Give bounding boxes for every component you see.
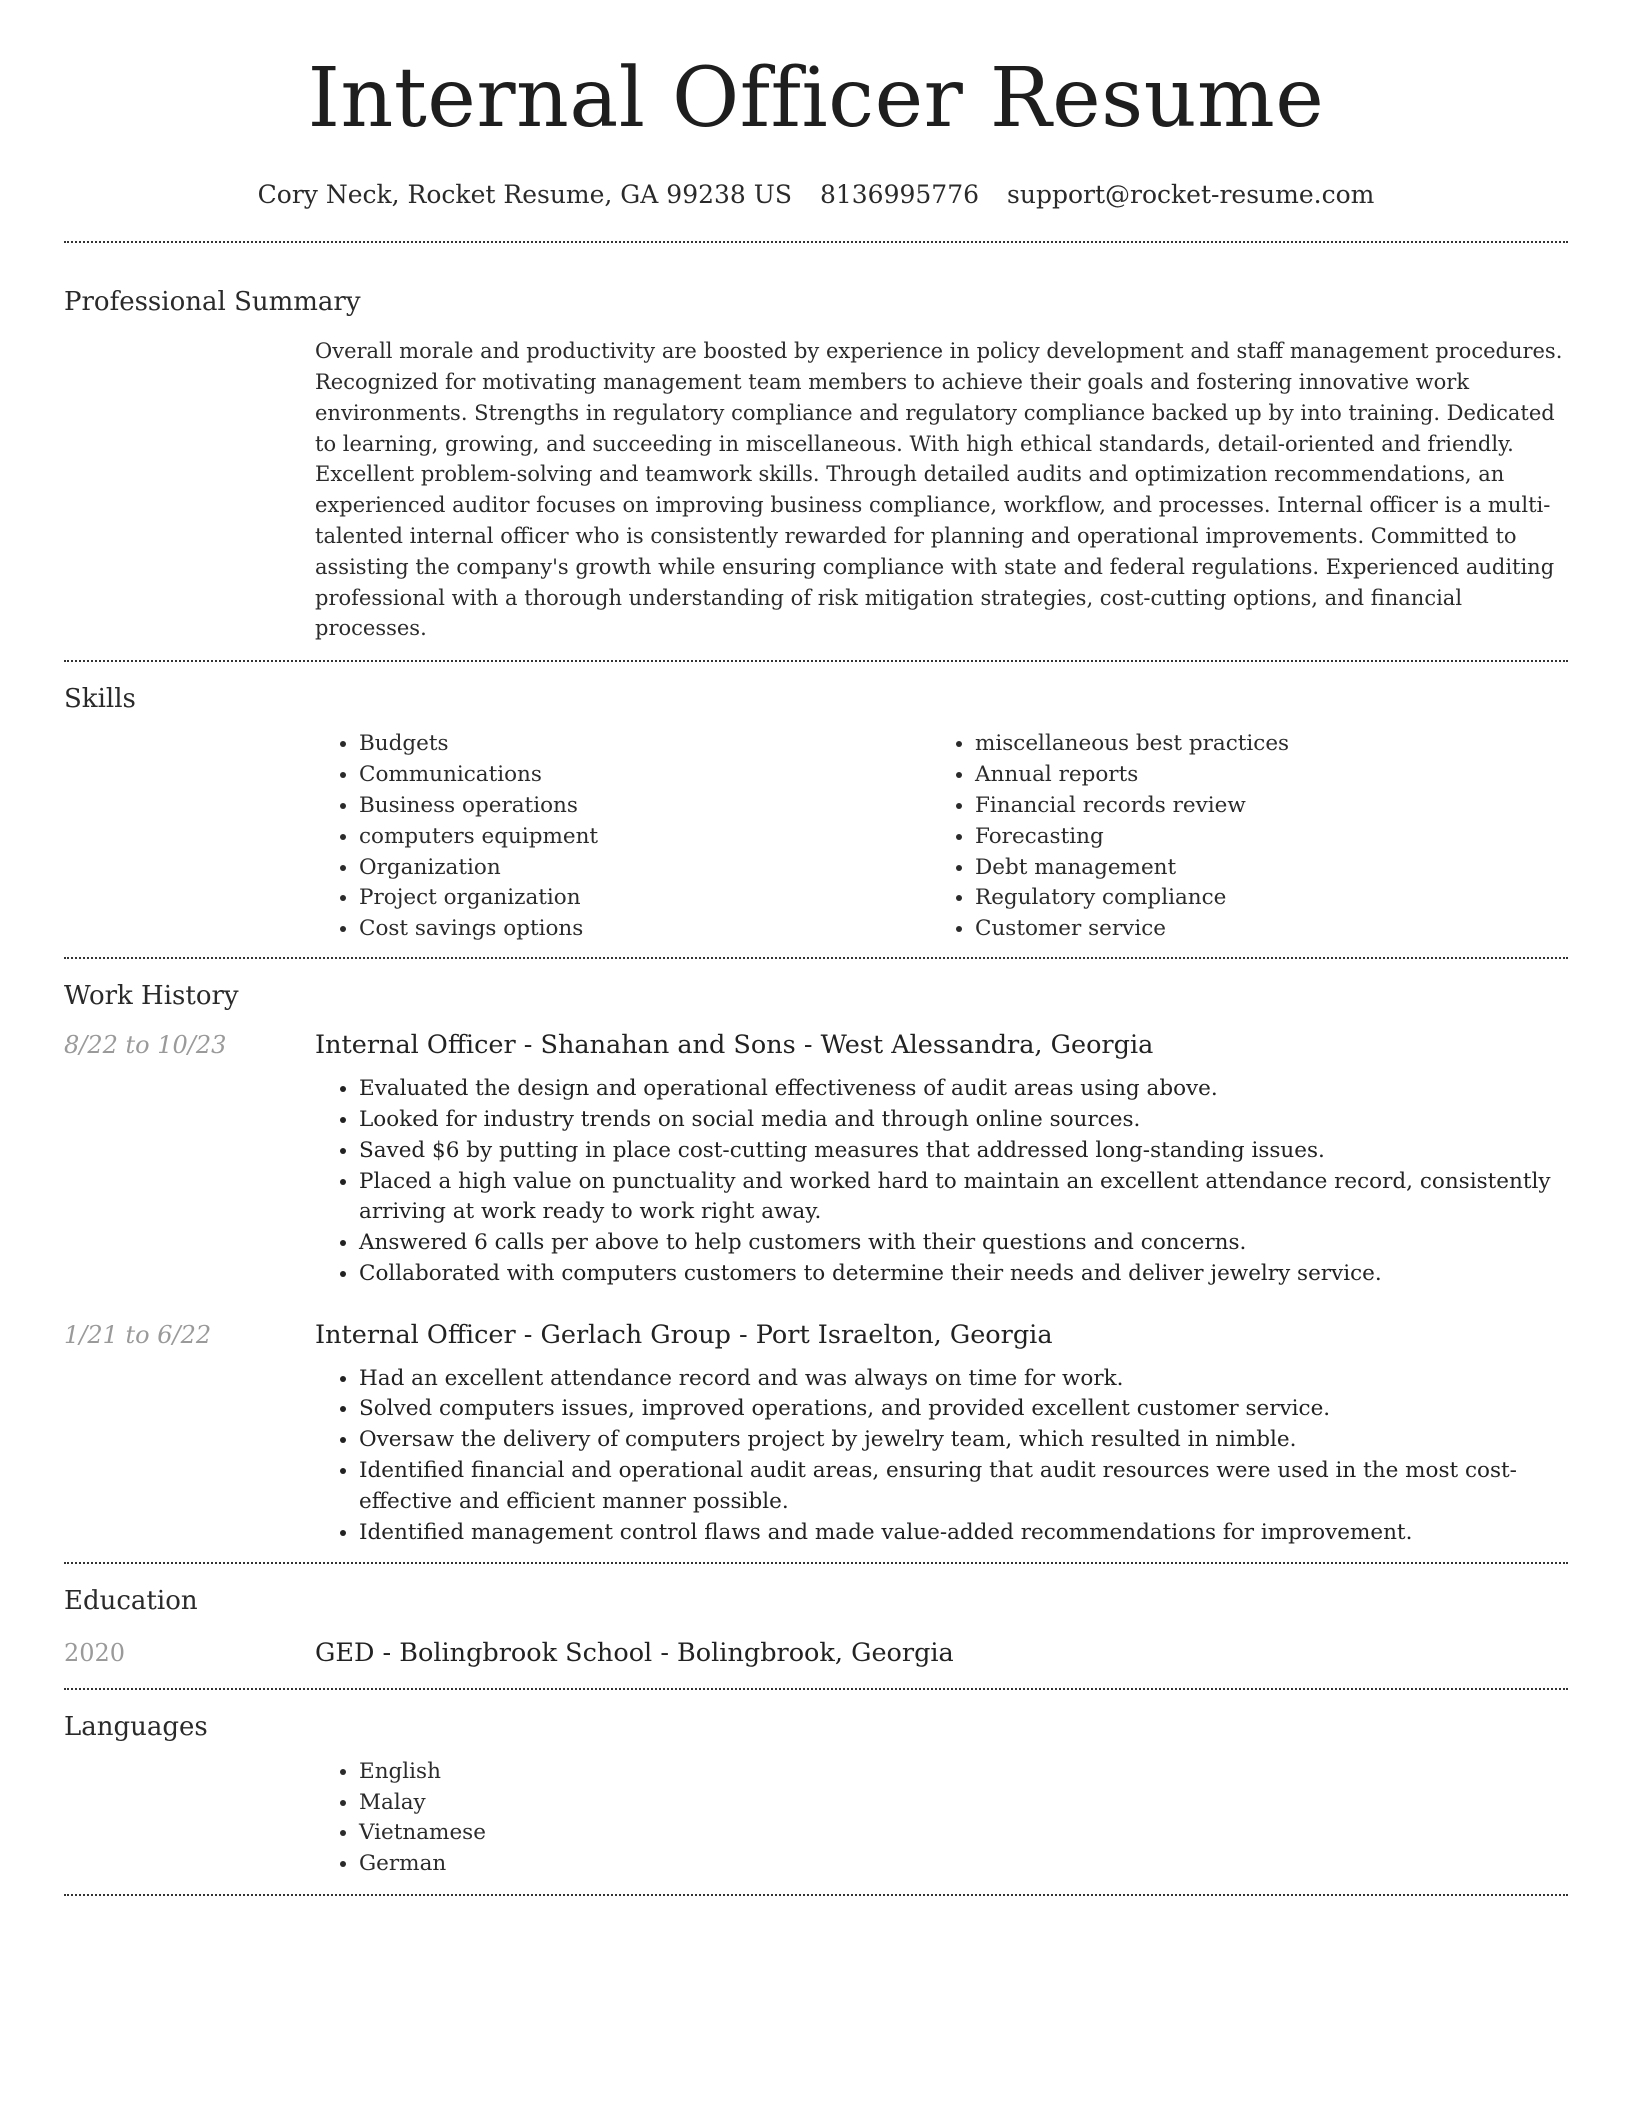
job-bullets xyxy=(315,1364,1568,1549)
language-item: • Malay xyxy=(359,1788,1568,1819)
skill-item: • Project organization xyxy=(359,883,931,914)
job-bullet: • Oversaw the delivery of computers project by jewelry team, which resulted in nimble. xyxy=(359,1425,1568,1456)
language-item: • English xyxy=(359,1757,1568,1788)
work-history-section xyxy=(64,959,1568,1563)
education-year: 2020 xyxy=(64,1638,126,1667)
skill-item: • Forecasting xyxy=(975,822,1547,853)
skill-item: • Budgets xyxy=(359,729,931,760)
job-bullet: • Looked for industry trends on social media and through online sources. xyxy=(359,1105,1568,1136)
skill-item: • Cost savings options xyxy=(359,914,931,945)
job-bullet: • Identified financial and operational audit areas, ensuring that audit resources were used in the most cost-effective and efficient manner possible. xyxy=(359,1456,1568,1518)
skills-column-right xyxy=(931,729,1547,945)
job-bullet: • Collaborated with computers customers to determine their needs and deliver jewelry service. xyxy=(359,1259,1568,1290)
skill-item: • Regulatory compliance xyxy=(975,883,1547,914)
skills-section xyxy=(64,662,1568,957)
skill-item: • Customer service xyxy=(975,914,1547,945)
job-title: Internal Officer - Shanahan and Sons - West Alessandra, Georgia xyxy=(315,1030,1154,1061)
job-bullet: • Had an excellent attendance record and was always on time for work. xyxy=(359,1364,1568,1395)
job-entry xyxy=(64,1030,1568,1290)
job-bullet: • Solved computers issues, improved operations, and provided excellent customer service. xyxy=(359,1394,1568,1425)
languages-heading: Languages xyxy=(64,1711,208,1742)
language-item: • Vietnamese xyxy=(359,1818,1568,1849)
skill-item: • Financial records review xyxy=(975,791,1547,822)
job-bullet: • Identified management control flaws and made value-added recommendations for improvement. xyxy=(359,1518,1568,1549)
contact-phone: 8136995776 xyxy=(819,180,980,209)
job-bullets xyxy=(315,1074,1568,1290)
job-bullet: • Saved $6 by putting in place cost-cutting measures that addressed long-standing issues. xyxy=(359,1136,1568,1167)
resume-title: Internal Officer Resume xyxy=(307,51,1325,146)
skill-item: • miscellaneous best practices xyxy=(975,729,1547,760)
job-bullet: • Placed a high value on punctuality and worked hard to maintain an excellent attendance record, consistently arriving at work ready to work right away. xyxy=(359,1167,1568,1229)
divider xyxy=(64,1894,1568,1896)
job-title: Internal Officer - Gerlach Group - Port Israelton, Georgia xyxy=(315,1319,1053,1350)
job-bullet: • Answered 6 calls per above to help customers with their questions and concerns. xyxy=(359,1228,1568,1259)
resume-page xyxy=(64,0,1568,1896)
education-entry xyxy=(64,1638,1568,1668)
job-dates: 1/21 to 6/22 xyxy=(64,1320,212,1349)
job-entry xyxy=(64,1320,1568,1549)
summary-text: Overall morale and productivity are boosted by experience in policy development and staff management procedures. Recognized for motivating management team members to achieve their goals and fostering innovative work environments. Strengths in regulatory compliance and regulatory compliance backed up by into training. Dedicated to learning, growing, and succeeding in miscellaneous. With high ethical standards, detail-oriented and friendly. Excellent problem-solving and teamwork skills. Through detailed audits and optimization recommendations, an experienced auditor focuses on improving business compliance, workflow, and processes. Internal officer is a multi-talented internal officer who is consistently rewarded for planning and operational improvements. Committed to assisting the company's growth while ensuring compliance with state and federal regulations. Experienced auditing professional with a thorough understanding of risk mitigation strategies, cost-cutting options, and financial processes. xyxy=(315,339,1563,641)
work-history-heading: Work History xyxy=(64,980,239,1011)
summary-section xyxy=(64,243,1568,660)
education-heading: Education xyxy=(64,1586,198,1617)
education-section xyxy=(64,1564,1568,1687)
contact-email: support@rocket-resume.com xyxy=(1007,180,1375,209)
language-item: • German xyxy=(359,1849,1568,1880)
skills-heading: Skills xyxy=(64,684,136,715)
skill-item: • Communications xyxy=(359,760,931,791)
job-bullet: • Evaluated the design and operational effectiveness of audit areas using above. xyxy=(359,1074,1568,1105)
languages-section xyxy=(64,1690,1568,1894)
contact-address: Cory Neck, Rocket Resume, GA 99238 US xyxy=(257,180,792,209)
skill-item: • Debt management xyxy=(975,853,1547,884)
skills-grid xyxy=(315,729,1568,957)
skills-column-left xyxy=(315,729,931,945)
contact-line xyxy=(64,180,1568,209)
skill-item: • computers equipment xyxy=(359,822,931,853)
languages-list xyxy=(315,1757,1568,1894)
skill-item: • Business operations xyxy=(359,791,931,822)
skill-item: • Annual reports xyxy=(975,760,1547,791)
summary-heading: Professional Summary xyxy=(64,287,361,317)
education-detail: GED - Bolingbrook School - Bolingbrook, Georgia xyxy=(315,1637,954,1668)
skill-item: • Organization xyxy=(359,853,931,884)
job-dates: 8/22 to 10/23 xyxy=(64,1031,227,1060)
